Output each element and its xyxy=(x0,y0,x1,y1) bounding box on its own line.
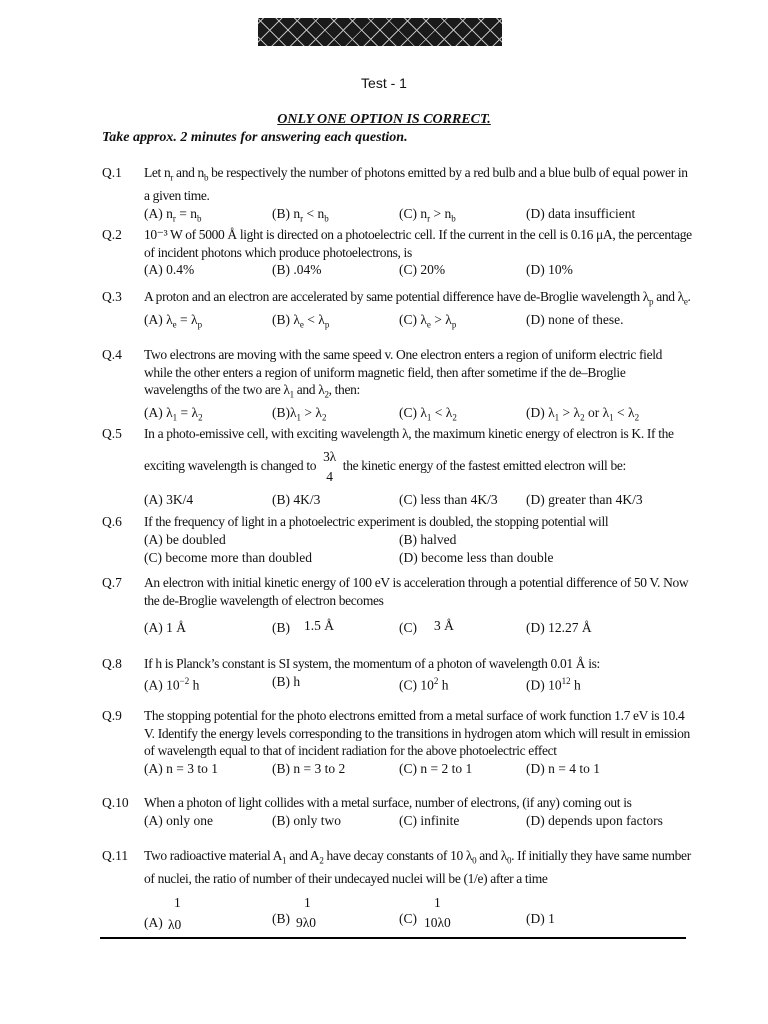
question-8 xyxy=(102,655,692,691)
question-text: Two radioactive material $A_1$ and $A_2$ have decay constants of 10 $\lambda_0$ and $\lambda_0$. If initially they have same number of nuclei, the ratio of number of their undecayed nuclei will be (1/e) after a time xyxy=(144,848,691,887)
option-c-numerator: 1 xyxy=(434,894,441,910)
options xyxy=(144,760,692,778)
question-text: In a photo-emissive cell, with exciting wavelength λ, the maximum kinetic energy of electron is K. If the xyxy=(144,426,674,441)
option-c[interactable]: (C) $10^2$ h xyxy=(399,675,449,692)
question-number: Q.1 xyxy=(102,165,122,180)
option-c-denominator: 10λ0 xyxy=(424,914,451,930)
option-a[interactable]: (A) 0.4% xyxy=(144,262,195,277)
option-d[interactable]: (D) data insufficient xyxy=(526,205,636,221)
question-7 xyxy=(102,574,692,637)
question-number: Q.3 xyxy=(102,289,122,304)
question-number: Q.2 xyxy=(102,227,122,242)
option-a[interactable]: (A) 3K/4 xyxy=(144,491,194,507)
option-a[interactable]: (A) be doubled xyxy=(144,531,226,547)
fraction: 3λ 4 xyxy=(323,448,336,484)
option-c-value: 3 Å xyxy=(434,618,454,633)
header-banner xyxy=(258,18,502,46)
question-number: Q.5 xyxy=(102,426,122,441)
question-text: When a photon of light collides with a metal surface, number of electrons, (if any) coming out is xyxy=(144,795,632,810)
option-c[interactable]: (C) $\lambda_e > \lambda_p$ xyxy=(399,312,457,330)
question-text: If h is Planck’s constant is SI system, the momentum of a photon of wavelength 0.01 Å is: xyxy=(144,656,600,671)
option-d[interactable]: (D) $\lambda_1 > \lambda_2$ or $\lambda_1 < \lambda_2$ xyxy=(526,405,640,423)
question-1 xyxy=(102,164,692,223)
instruction-text: Take approx. 2 minutes for answering each question. xyxy=(102,130,408,145)
question-text: 10⁻³ W of 5000 Å light is directed on a photoelectric cell. If the current in the cell is 0.16 μA, the percentage of incident photons which produce photoelectrons, is xyxy=(144,227,692,260)
question-text: If the frequency of light in a photoelectric experiment is doubled, the stopping potential will xyxy=(144,514,609,529)
option-b-numerator: 1 xyxy=(304,894,311,910)
options xyxy=(144,261,692,279)
option-b[interactable]: (B) $n_r < n_b$ xyxy=(272,205,329,224)
option-a[interactable]: (A) $\lambda_1 = \lambda_2$ xyxy=(144,405,203,423)
question-10 xyxy=(102,794,692,830)
question-4 xyxy=(102,346,692,422)
option-d[interactable]: (D) greater than 4K/3 xyxy=(526,491,643,507)
bottom-rule xyxy=(100,937,686,939)
question-text: The stopping potential for the photo electrons emitted from a metal surface of work function 1.7 eV is 10.4 V. Identify the energy levels corresponding to the transitions in hydrogen atom which will result in emission of wavelength equal to that of incident radiation for the above photoelectric effect xyxy=(144,708,690,758)
option-d[interactable]: (D) 12.27 Å xyxy=(526,620,592,635)
option-a[interactable]: (A) $\lambda_e = \lambda_p$ xyxy=(144,312,203,330)
options xyxy=(144,404,692,422)
option-b[interactable]: (B) h xyxy=(272,673,301,689)
option-a[interactable]: (A) $10^{-2}$ h xyxy=(144,675,200,692)
options xyxy=(144,205,692,223)
option-d[interactable]: (D) 10% xyxy=(526,262,573,277)
question-number: Q.4 xyxy=(102,347,122,362)
question-text: Let $n_r$ and $n_b$ be respectively the number of photons emitted by a red bulb and a blue bulb of equal power in a given time. xyxy=(144,165,688,204)
question-number: Q.9 xyxy=(102,708,122,723)
option-d[interactable]: (D) 1 xyxy=(526,910,555,926)
options xyxy=(144,311,692,329)
test-title: Test - 1 xyxy=(361,75,407,91)
option-a[interactable]: (A) only one xyxy=(144,812,213,828)
question-11 xyxy=(102,847,692,934)
option-c[interactable]: (C) n = 2 to 1 xyxy=(399,760,473,776)
option-b[interactable]: (B) n = 3 to 2 xyxy=(272,760,346,776)
option-b-value: 1.5 Å xyxy=(304,618,334,633)
option-b[interactable]: $(B)\lambda_1 > \lambda_2$ xyxy=(272,405,327,423)
question-number: Q.6 xyxy=(102,514,122,529)
question-text: A proton and an electron are accelerated by same potential difference have de-Broglie wavelength $\lambda_p$ and $\lambda_e$. xyxy=(144,289,691,307)
options xyxy=(144,619,692,637)
option-d[interactable]: (D) $10^{12}$ h xyxy=(526,675,581,692)
options xyxy=(144,491,692,509)
question-number: Q.11 xyxy=(102,848,129,863)
question-text: Two electrons are moving with the same speed v. One electron enters a region of uniform electric field while the other enters a region of uniform magnetic field, then after sometime if the de–Broglie wavelengths of the two are $\lambda_1$ and $\lambda_2$, then: xyxy=(144,347,663,400)
option-a[interactable]: (A) $n_r = n_b$ xyxy=(144,205,202,224)
option-a[interactable]: (A) 1 Å xyxy=(144,620,186,635)
question-number: Q.7 xyxy=(102,575,122,590)
option-b[interactable]: (B) halved xyxy=(399,531,457,547)
option-d[interactable]: (D) depends upon factors xyxy=(526,812,663,828)
question-9 xyxy=(102,707,692,778)
option-c[interactable]: (C) become more than doubled xyxy=(144,549,312,565)
option-b[interactable]: (B) xyxy=(272,910,290,926)
option-b[interactable]: (B) 4K/3 xyxy=(272,491,321,507)
options xyxy=(144,812,692,830)
option-c[interactable]: (C) xyxy=(399,910,417,926)
option-d[interactable]: (D) none of these. xyxy=(526,312,624,328)
option-a[interactable]: (A) xyxy=(144,914,163,930)
option-d[interactable]: (D) n = 4 to 1 xyxy=(526,760,600,776)
option-d[interactable]: (D) become less than double xyxy=(399,549,554,565)
option-a-numerator: 1 xyxy=(174,894,181,910)
question-text-2: exciting wavelength is changed to 3λ 4 the kinetic energy of the fastest emitted electron will be: xyxy=(144,447,692,487)
option-c[interactable]: (C) 20% xyxy=(399,262,446,277)
option-b[interactable]: (B) xyxy=(272,620,290,635)
question-text: An electron with initial kinetic energy of 100 eV is acceleration through a potential difference of 50 V. Now the de-Broglie wavelength of electron becomes xyxy=(144,575,689,608)
option-a[interactable]: (A) n = 3 to 1 xyxy=(144,760,218,776)
option-c[interactable]: (C) $\lambda_1 < \lambda_2$ xyxy=(399,405,457,423)
options xyxy=(144,549,692,567)
options xyxy=(144,894,692,934)
option-c[interactable]: (C) xyxy=(399,620,417,635)
question-6 xyxy=(102,513,692,567)
option-b[interactable]: (B) $\lambda_e < \lambda_p$ xyxy=(272,312,330,330)
question-2 xyxy=(102,226,692,279)
option-c[interactable]: (C) $n_r > n_b$ xyxy=(399,205,456,224)
question-number: Q.10 xyxy=(102,795,129,810)
option-b[interactable]: (B) only two xyxy=(272,812,341,828)
option-c[interactable]: (C) less than 4K/3 xyxy=(399,491,498,507)
question-number: Q.8 xyxy=(102,656,122,671)
question-5 xyxy=(102,425,692,509)
option-c[interactable]: (C) infinite xyxy=(399,812,460,828)
section-heading: ONLY ONE OPTION IS CORRECT. xyxy=(277,112,491,127)
options xyxy=(144,673,692,691)
options xyxy=(144,531,692,549)
option-b-denominator: 9λ0 xyxy=(296,914,317,930)
option-a-denominator: λ0 xyxy=(168,916,182,932)
option-b[interactable]: (B) .04% xyxy=(272,262,322,277)
question-3 xyxy=(102,288,692,329)
